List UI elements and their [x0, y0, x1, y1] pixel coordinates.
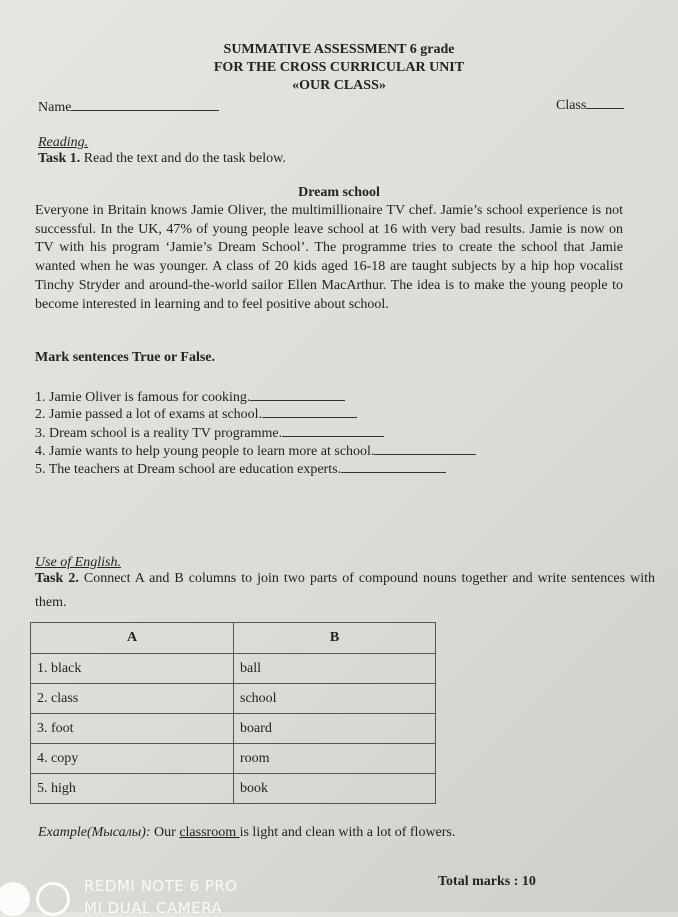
doc-title-line1: SUMMATIVE ASSESSMENT 6 grade [223, 42, 455, 57]
name-field[interactable] [38, 98, 219, 116]
watermark-line2: MI DUAL CAMERA [84, 899, 223, 917]
task1-instruction [38, 151, 286, 167]
doc-title-line2: FOR THE CROSS CURRICULAR UNIT [213, 60, 465, 75]
column-b-header: B [234, 623, 436, 654]
task1-label: Task 1. [38, 151, 81, 166]
camera-watermark-ring-icon [36, 882, 70, 916]
sentence-1: 1. Jamie Oliver is famous for cooking. [35, 388, 345, 406]
watermark-line1: REDMI NOTE 6 PRO [84, 877, 238, 895]
task2-instruction [35, 567, 655, 615]
column-a-header: A [31, 623, 234, 654]
table-row: 4. copy room [31, 744, 436, 774]
name-label: Name [38, 100, 72, 115]
use-of-english-heading: Use of English. [35, 555, 121, 570]
total-marks: Total marks : 10 [438, 874, 536, 889]
table-row: 1. black ball [31, 654, 436, 684]
reading-heading: Reading. [38, 135, 89, 150]
table-row: 2. class school [31, 684, 436, 714]
class-field[interactable] [556, 96, 624, 114]
task1-text: Read the text and do the task below. [80, 151, 286, 166]
doc-title-line3: «OUR CLASS» [292, 78, 386, 93]
example-label: Example(Мысалы): [38, 825, 151, 840]
example-sentence: Example(Мысалы): Our classroom is light and clean with a lot of flowers. [38, 825, 456, 840]
sentence-5: 5. The teachers at Dream school are education experts. [35, 460, 446, 478]
class-label: Class [556, 98, 587, 113]
sentence-2: 2. Jamie passed a lot of exams at school. [35, 405, 357, 423]
camera-watermark-dot-icon [0, 882, 30, 916]
example-word: classroom [179, 825, 240, 840]
sentence-4: 4. Jamie wants to help young people to learn more at school. [35, 442, 476, 460]
text-title: Dream school [298, 185, 380, 200]
table-row: 5. high book [31, 774, 436, 804]
compound-nouns-table [30, 622, 436, 804]
table-row: 3. foot board [31, 714, 436, 744]
task2-label: Task 2. [35, 571, 79, 586]
reading-paragraph: Everyone in Britain knows Jamie Oliver, the multimillionaire TV chef. Jamie’s school experience is not successful. In the UK, 47% of young people leave school at 16 with very bad results. Jamie is now on TV with his program ‘Jamie’s Dream School’. The programme tries to create the school that Jamie wanted when he was younger. A class of 20 kids aged 16-18 are taught subjects by a hip hop vocalist Tinchy Stryder and around-the-world sailor Ellen MacArthur. The idea is to make the young people to become interested in learning and to feel positive about school. [35, 203, 623, 312]
sentence-3: 3. Dream school is a reality TV programme. [35, 424, 384, 442]
task2-text: Connect A and B columns to join two parts of compound nouns together and write sentences with them. [35, 571, 655, 610]
true-false-instruction: Mark sentences True or False. [35, 350, 216, 365]
